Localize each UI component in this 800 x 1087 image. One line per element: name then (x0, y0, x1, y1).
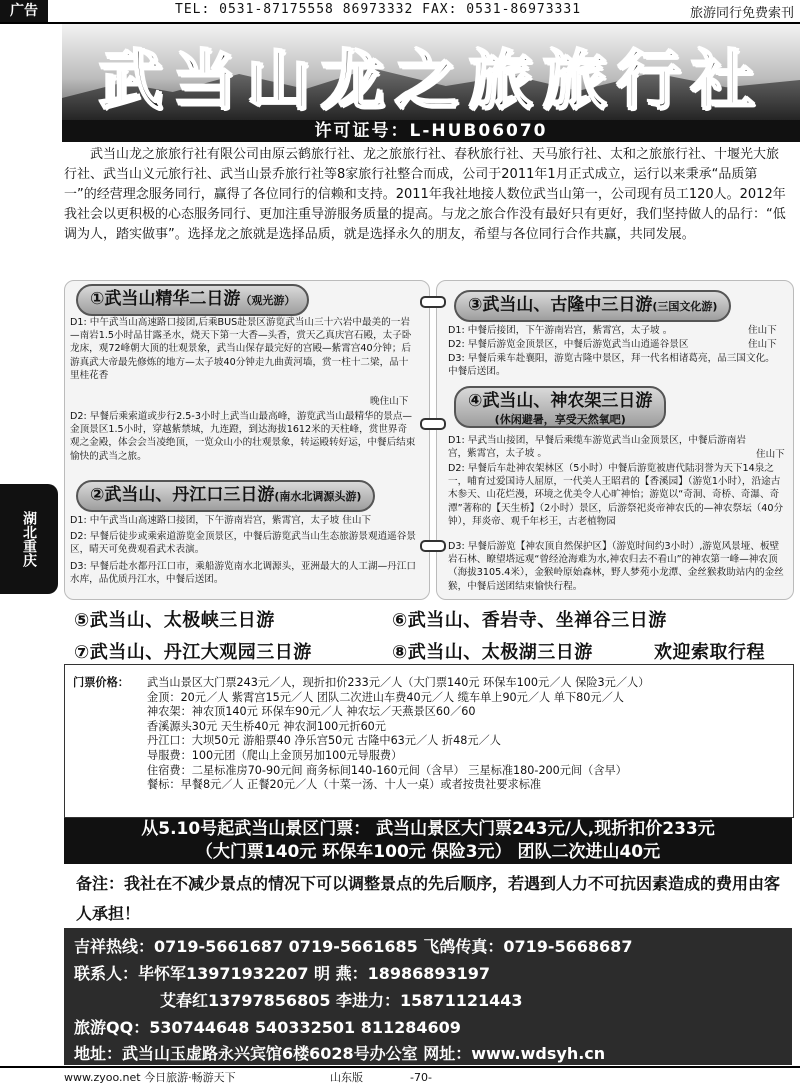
route1-day1: D1: 中午武当山高速路口接团,后乘BUS赴景区游览武当山三十六岩中最美的一岩—南岩1.5小时品甘露圣水，烧天下第一大香—头香，赏天乙真庆宫石殿，太子卧龙床，观72峰朝大顶的壮观景象，武当山保存最完好的宫殿—紫霄宫40分钟；后游真武大帝最先修炼的地方—太子坡40分钟走九曲黄河墙，赏一柱十二梁，品十里桂花香 (70, 317, 412, 381)
banner (62, 24, 800, 122)
route8-title: ⑧武当山、太极湖三日游 (392, 642, 593, 663)
route1-name: ①武当山精华二日游 (90, 289, 241, 309)
ticket-prices (64, 664, 794, 818)
ticket-label: 门票价格： (73, 676, 129, 689)
route5-title: ⑤武当山、太极峡三日游 (74, 610, 275, 631)
ad-label: 广告 (0, 0, 48, 22)
ticket-row: 香溪源头30元 天生桥40元 神农洞100元折60元 (147, 719, 386, 733)
route3-day3: D3: 早餐后乘车赴襄阳，游览古隆中景区，拜一代名相诸葛亮，品三国文化。中餐后送团。 (448, 353, 775, 378)
route3-tag: (三国文化游) (652, 300, 718, 313)
route1-day1-stay: 晚住山下 (370, 396, 409, 407)
top-bar (0, 0, 800, 24)
hotline: 吉祥热线：0719-5661687 0719-5661685 飞鸽传真：0719-5668687 (74, 937, 633, 956)
route2-name: ②武当山、丹江口三日游 (90, 485, 275, 505)
contact-persons-2: 艾春红13797856805 李进力：15871121443 (160, 991, 523, 1010)
route3-day2: D2: 早餐后游览金顶景区，中餐后游览武当山逍遥谷景区 (448, 339, 689, 350)
page-number: -70- (410, 1071, 432, 1084)
binder-ring (420, 540, 446, 552)
contact-block (64, 928, 792, 1065)
ticket-row: 武当山景区大门票243元／人，现折扣价233元／人（大门票140元 环保车100元／人 保险3元／人） (147, 676, 650, 689)
ticket-rows (147, 676, 787, 793)
route2-day2: D2: 早餐后徒步或乘索道游览金顶景区，中餐后游览武当山生态旅游景观逍遥谷景区，晴天可免费观看武术表演。 (70, 531, 416, 556)
route3-day1: D1: 中餐后接团，下午游南岩宫，紫霄宫，太子坡 。 (448, 325, 673, 336)
qq-numbers: 旅游QQ：530744648 540332501 811284609 (74, 1018, 461, 1037)
footer-site: www.zyoo.net 今日旅游·畅游天下 (64, 1071, 236, 1084)
welcome-text: 欢迎索取行程 (654, 642, 765, 663)
route4-title (454, 386, 666, 428)
ticket-row: 住宿费：二星标准房70-90元间 商务标间140-160元间（含早） 三星标准180-200元间（含早） (147, 763, 627, 777)
route4-day2: D2: 早餐后车赴神农架林区（5小时）中餐后游览被唐代陆羽誉为天下14泉之一，哺育过爱国诗人屈原，一代美人王昭君的【香溪园】（游览1小时），沿途古木参天、山花烂漫，环境之优美令人心旷神怡；游览以“奇洞、奇桥、奇瀑、奇潭”著称的【天生桥】（2小时）景区，后游祭祀炎帝神农氏的—神农祭坛（40分钟），拜炎帝、观千年杉王，古老植物园 (448, 463, 784, 527)
ticket-row: 神农架：神农顶140元 环保车90元／人 神农坛／天燕景区60／60 (147, 705, 476, 719)
route6-title: ⑥武当山、香岩寺、坐禅谷三日游 (392, 610, 667, 631)
ticket-row: 导服费：100元团（爬山上金顶另加100元导服费） (147, 748, 403, 762)
binder-ring (420, 296, 446, 308)
footer-edition: 山东版 (330, 1071, 363, 1084)
region-tab: 湖北重庆 (0, 484, 58, 594)
route3-day1-stay: 住山下 (748, 325, 777, 336)
route1-tag: （观光游） (240, 294, 296, 307)
page-footer (0, 1066, 800, 1087)
route4-sub: (休闲避暑，享受天然氧吧) (494, 413, 626, 426)
agency-title: 武当山龙之旅旅行社 (99, 44, 765, 119)
ticket-row: 餐标：早餐8元／人 正餐20元／人（十菜一汤、十人一桌）或者按贵社要求标准 (147, 778, 542, 792)
route4-day1: D1: 早武当山接团，早餐后乘缆车游览武当山金顶景区，中餐后游南岩宫，紫霄宫，太子坡 。 (448, 435, 746, 460)
index-note: 旅游同行免费索刊 (689, 6, 794, 21)
license-number: 许可证号：L-HUB06070 (62, 120, 800, 142)
price-notice (64, 818, 792, 864)
company-intro: 武当山龙之旅旅行社有限公司由原云鹤旅行社、龙之旅旅行社、春秋旅行社、天马旅行社、太和之旅旅行社、十堰光大旅行社、武当山义元旅行社、武当山景乔旅行社等8家旅行社整合而成，公司于2011年1月正式成立，运行以来秉承“品质第一”的经营理念服务同行，赢得了各位同行的信赖和支持。2011年我社地接人数位武当山第一，公司现有员工120人。2012年我社会以更积极的心态服务同行、更加注重导游服务质量的提高。与龙之旅合作没有最好只有更好，我们坚持做人的品行：“低调为人，踏实做事”。选择龙之旅就是选择品质，就是选择永久的朋友，希望与各位同行合作共赢，共同发展。 (64, 147, 786, 242)
address: 地址：武当山玉虚路永兴宾馆6楼6028号办公室 网址：www.wdsyh.cn (74, 1044, 606, 1063)
route3-name: ③武当山、古隆中三日游 (468, 295, 653, 315)
route1-day2: D2: 早餐后乘索道或步行2.5-3小时上武当山最高峰，游览武当山最精华的景点—金顶景区1.5小时，穿越紫禁城，九连蹬，到达海拔1612米的天柱峰，赏世界奇观之金殿，体会会当凌绝顶，一览众山小的壮观景象，转运殿转好运，中餐后结束愉快的武当之旅。 (70, 411, 416, 462)
contact-persons: 联系人：毕怀军13971932207 明 燕：18986893197 (74, 964, 491, 983)
route3-day2-stay: 住山下 (748, 339, 777, 350)
route1-title (76, 284, 309, 316)
ticket-row: 金顶：20元／人 紫霄宫15元／人 团队二次进山车费40元／人 缆车单上90元／人 单下80元／人 (147, 690, 624, 704)
route4-name: ④武当山、神农架三日游 (468, 391, 653, 411)
binder-ring (420, 418, 446, 430)
route7-title: ⑦武当山、丹江大观园三日游 (74, 642, 312, 663)
route2-tag: (南水北调源头游) (274, 490, 362, 503)
ticket-row: 丹江口：大坝50元 游船票40 净乐宫50元 古隆中63元／人 折48元／人 (147, 734, 501, 748)
route2-title (76, 480, 375, 512)
route4-day3: D3: 早餐后游览【神农顶自然保护区】（游览时间约3小时）,游览风景垭、板壁岩石林、瞭望塔远观“曾经沧海难为水,神农归去不看山”的神农第一峰—神农顶（海拔3105.4米），金猴岭原始森林，野人梦苑小龙潭、金丝猴救助站内的金丝猴，中餐后送团结束愉快行程。 (448, 541, 784, 592)
route3-title (454, 290, 731, 322)
notice-line: 从5.10号起武当山景区门票： 武当山景区大门票243元/人,现折扣价233元 (141, 819, 715, 839)
remark: 备注：我社在不减少景点的情况下可以调整景点的先后顺序，若遇到人力不可抗因素造成的费用由客人承担！ (76, 874, 781, 923)
route2-day1: D1: 中午武当山高速路口接团，下午游南岩宫，紫霄宫，太子坡 住山下 (70, 515, 372, 526)
route4-day1-stay: 住山下 (756, 449, 785, 460)
phone-fax-line: TEL: 0531-87175558 86973332 FAX: 0531-86973331 (175, 2, 582, 17)
notice-line: （大门票140元 环保车100元 保险3元） 团队二次进山40元 (195, 842, 661, 862)
route2-day3: D3: 早餐后赴水都丹江口市，乘船游览南水北调源头，亚洲最大的人工湖—丹江口水库，品优质丹江水，中餐后送团。 (70, 561, 416, 586)
